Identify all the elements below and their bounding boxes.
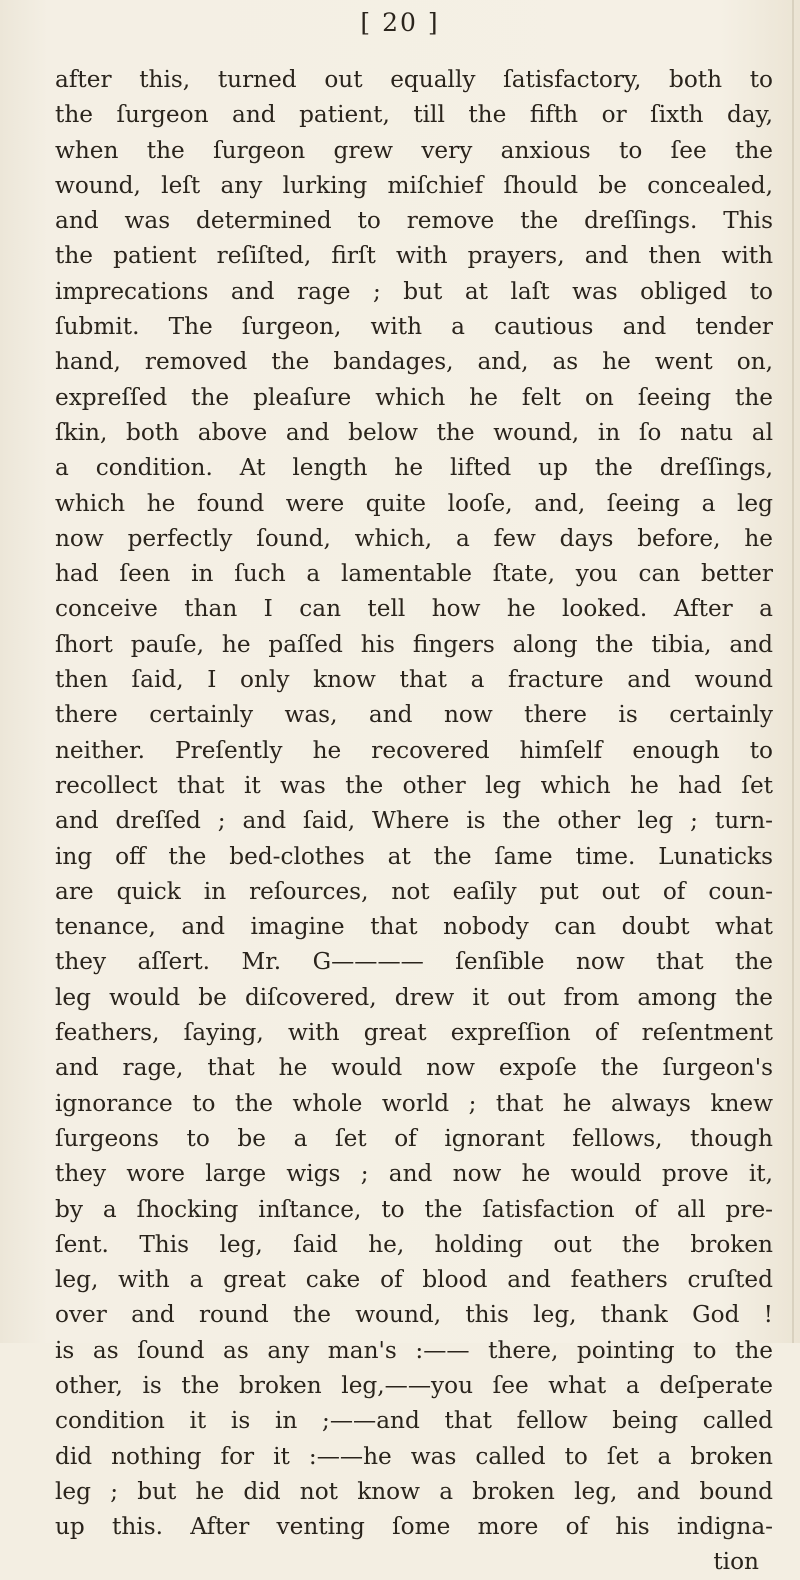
text-line: the ſurgeon and patient, till the fifth or ſixth day, (55, 101, 773, 129)
page-edge (792, 0, 794, 1343)
text-line: ſent. This leg, ſaid he, holding out the broken (55, 1230, 773, 1258)
text-line: conceive than I can tell how he looked. After a (55, 595, 773, 623)
text-line: leg would be diſcovered, drew it out from among the (55, 983, 773, 1011)
text-line: and dreſſed ; and ſaid, Where is the other leg ; turn- (55, 807, 773, 835)
text-line: by a ſhocking inſtance, to the ſatisfaction of all pre- (55, 1195, 773, 1223)
text-line: leg ; but he did not know a broken leg, and bound (55, 1477, 773, 1505)
text-line: did nothing for it :——he was called to ſet a broken (55, 1442, 773, 1470)
text-line: ing off the bed-clothes at the ſame time. Lunaticks (55, 842, 773, 870)
text-line: and was determined to remove the dreſſings. This (55, 207, 773, 235)
text-line: and rage, that he would now expoſe the ſurgeon's (55, 1054, 773, 1082)
text-line: ſkin, both above and below the wound, in ſo natu al (55, 418, 773, 446)
body-text (55, 62, 773, 1580)
text-line: over and round the wound, this leg, thank God ! (55, 1301, 773, 1329)
text-line: the patient reſiſted, firſt with prayers, and then with (55, 242, 773, 270)
text-line: expreſſed the pleaſure which he felt on ſeeing the (55, 383, 773, 411)
text-line: a condition. At length he lifted up the dreſſings, (55, 454, 773, 482)
text-line: tenance, and imagine that nobody can doubt what (55, 913, 773, 941)
text-line: ſurgeons to be a ſet of ignorant fellows, though (55, 1124, 773, 1152)
text-line: other, is the broken leg,——you ſee what a deſperate (55, 1371, 773, 1399)
text-line: there certainly was, and now there is certainly (55, 701, 773, 729)
text-line: when the ſurgeon grew very anxious to ſee the (55, 136, 773, 164)
text-line: ignorance to the whole world ; that he always knew (55, 1089, 773, 1117)
catchword: tion (713, 1548, 759, 1576)
text-line: leg, with a great cake of blood and feathers cruſted (55, 1266, 773, 1294)
text-line: condition it is in ;——and that fellow being called (55, 1407, 773, 1435)
text-line: wound, leſt any lurking miſchief ſhould be concealed, (55, 171, 773, 199)
text-line: they wore large wigs ; and now he would prove it, (55, 1160, 773, 1188)
text-line: ſhort pauſe, he paſſed his fingers along the tibia, and (55, 630, 773, 658)
text-line: feathers, ſaying, with great expreſſion of reſentment (55, 1019, 773, 1047)
text-line: after this, turned out equally ſatisfactory, both to (55, 66, 773, 93)
text-line: they aſſert. Mr. G———— ſenſible now that the (55, 948, 773, 976)
page-number: [ 20 ] (360, 8, 440, 37)
text-line: which he found were quite looſe, and, ſeeing a leg (55, 489, 773, 517)
text-line: are quick in reſources, not eaſily put out of coun- (55, 877, 773, 905)
text-line: recollect that it was the other leg which he had ſet (55, 771, 773, 799)
text-line: now perfectly ſound, which, a few days before, he (55, 524, 773, 552)
text-line: then ſaid, I only know that a fracture and wound (55, 666, 773, 694)
text-line: neither. Preſently he recovered himſelf enough to (55, 736, 773, 764)
text-line: up this. After venting ſome more of his indigna- (55, 1513, 773, 1541)
text-line: had ſeen in ſuch a lamentable ſtate, you can better (55, 560, 773, 588)
text-line: imprecations and rage ; but at laſt was obliged to (55, 277, 773, 305)
text-line: is as ſound as any man's :—— there, pointing to the (55, 1336, 773, 1364)
text-line: ſubmit. The ſurgeon, with a cautious and tender (55, 313, 773, 341)
text-line: hand, removed the bandages, and, as he went on, (55, 348, 773, 376)
